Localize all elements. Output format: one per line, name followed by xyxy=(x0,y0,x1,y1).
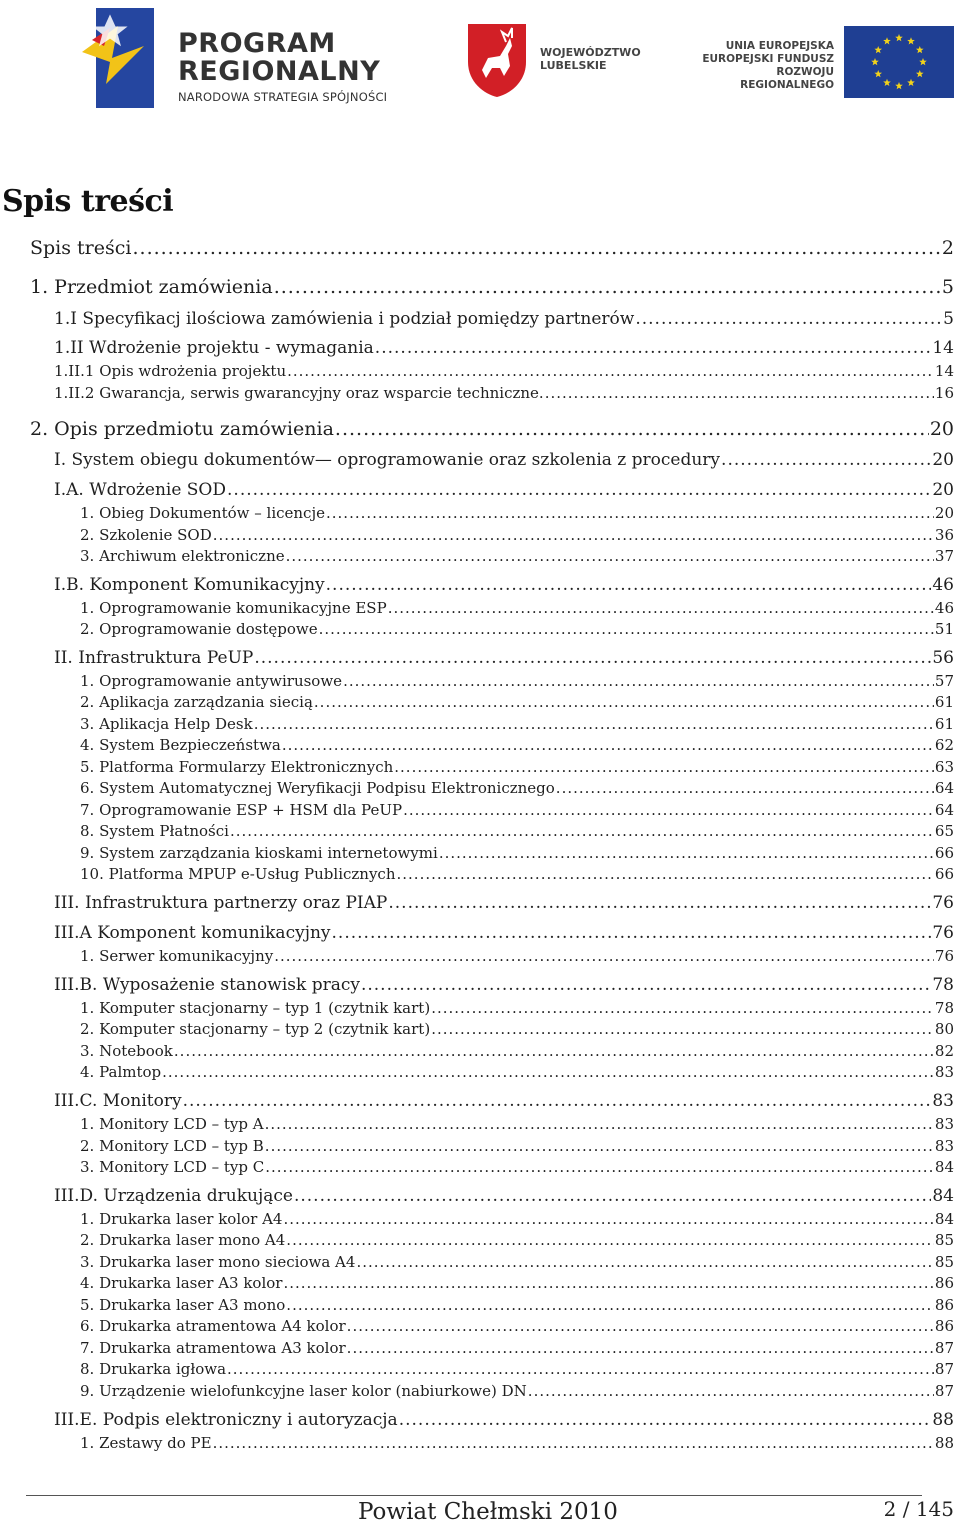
toc-leader xyxy=(132,237,940,259)
eu-text xyxy=(682,40,834,92)
eu-fund-logo xyxy=(682,22,956,100)
toc-entry[interactable] xyxy=(54,975,954,995)
toc-entry[interactable] xyxy=(80,779,954,797)
toc-entry[interactable] xyxy=(54,575,954,595)
toc-leader xyxy=(399,1410,932,1430)
toc-entry[interactable] xyxy=(54,923,954,943)
toc-entry[interactable] xyxy=(54,338,954,358)
toc-entry[interactable] xyxy=(80,715,954,733)
toc-leader xyxy=(528,1382,934,1400)
toc-leader xyxy=(375,338,932,358)
toc-entry[interactable] xyxy=(80,1317,954,1335)
toc-entry-page: 63 xyxy=(934,758,954,776)
toc-entry[interactable] xyxy=(80,526,954,544)
eu-line2: EUROPEJSKI FUNDUSZ xyxy=(702,53,834,65)
toc-entry-page: 87 xyxy=(934,1360,954,1378)
toc-entry-title: 7. Oprogramowanie ESP + HSM dla PeUP xyxy=(80,801,403,819)
toc-entry-title: 7. Drukarka atramentowa A3 kolor xyxy=(80,1339,346,1357)
toc-entry-title: 1. Obieg Dokumentów – licencje xyxy=(80,504,325,522)
toc-leader xyxy=(545,384,934,402)
toc-entry-page: 66 xyxy=(934,865,954,883)
toc-leader xyxy=(319,620,934,638)
toc-entry-page: 84 xyxy=(934,1210,954,1228)
toc-entry-page: 83 xyxy=(934,1115,954,1133)
toc-entry-title: 1. Serwer komunikacyjny xyxy=(80,947,274,965)
toc-entry[interactable] xyxy=(80,999,954,1017)
eu-line1: UNIA EUROPEJSKA xyxy=(725,40,834,52)
toc-entry[interactable] xyxy=(54,450,954,470)
toc-entry-page: 85 xyxy=(934,1253,954,1271)
toc-leader xyxy=(388,893,931,913)
toc-entry-title: 3. Aplikacja Help Desk xyxy=(80,715,253,733)
toc-entry[interactable] xyxy=(80,801,954,819)
toc-entry-page: 46 xyxy=(934,599,954,617)
woj-line2: LUBELSKIE xyxy=(540,59,607,72)
toc-entry[interactable] xyxy=(80,1274,954,1292)
toc-leader xyxy=(213,1434,934,1452)
toc-entry-title: III.E. Podpis elektroniczny i autoryzacja xyxy=(54,1410,398,1430)
toc-entry-title: 2. Komputer stacjonarny – typ 2 (czytnik kart) xyxy=(80,1020,431,1038)
toc-entry[interactable] xyxy=(54,1091,954,1111)
toc-entry-page: 2 xyxy=(941,237,954,259)
toc-entry[interactable] xyxy=(80,1339,954,1357)
toc-entry-page: 20 xyxy=(929,418,954,440)
toc-entry[interactable] xyxy=(80,1042,954,1060)
toc-entry-page: 64 xyxy=(934,779,954,797)
toc-entry-page: 86 xyxy=(934,1317,954,1335)
toc-entry-page: 62 xyxy=(934,736,954,754)
toc-leader xyxy=(343,672,934,690)
toc-entry-page: 66 xyxy=(934,844,954,862)
toc-entry-title: 1.II.1 Opis wdrożenia projektu xyxy=(54,362,287,380)
toc-entry-title: 3. Notebook xyxy=(80,1042,173,1060)
toc-entry[interactable] xyxy=(80,1434,954,1452)
toc-entry-title: 1. Monitory LCD – typ A xyxy=(80,1115,264,1133)
toc-entry-title: III.D. Urządzenia drukujące xyxy=(54,1186,293,1206)
toc-leader xyxy=(287,362,934,380)
toc-entry[interactable] xyxy=(30,276,954,298)
toc-entry[interactable] xyxy=(54,309,954,329)
toc-leader xyxy=(431,999,934,1017)
toc-entry-title: 1. Zestawy do PE xyxy=(80,1434,212,1452)
toc-entry[interactable] xyxy=(80,547,954,565)
toc-entry-title: 1. Oprogramowanie antywirusowe xyxy=(80,672,343,690)
program-line1: PROGRAM xyxy=(178,28,336,59)
toc-entry-title: III. Infrastruktura partnerzy oraz PIAP xyxy=(54,893,388,913)
toc-entry-title: 1.II Wdrożenie projektu - wymagania xyxy=(54,338,374,358)
toc-entry-title: 9. System zarządzania kioskami internetowymi xyxy=(80,844,438,862)
toc-entry-title: 1. Drukarka laser kolor A4 xyxy=(80,1210,283,1228)
toc-leader xyxy=(326,504,934,522)
toc-entry-page: 86 xyxy=(934,1296,954,1314)
program-line2: REGIONALNY xyxy=(178,56,381,87)
toc-entry-title: 2. Szkolenie SOD xyxy=(80,526,212,544)
toc-entry-page: 20 xyxy=(934,504,954,522)
page-title: Spis treści xyxy=(2,184,174,219)
toc-entry-page: 37 xyxy=(934,547,954,565)
toc-entry[interactable] xyxy=(80,822,954,840)
toc-leader xyxy=(326,575,932,595)
toc-entry[interactable] xyxy=(80,1296,954,1314)
toc-entry-page: 20 xyxy=(932,450,954,470)
toc-entry-title: 1. Oprogramowanie komunikacyjne ESP xyxy=(80,599,387,617)
toc-leader xyxy=(286,547,934,565)
toc-entry-title: 4. System Bezpieczeństwa xyxy=(80,736,281,754)
toc-leader xyxy=(265,1158,934,1176)
toc-entry-title: 10. Platforma MPUP e-Usług Publicznych xyxy=(80,865,396,883)
toc-leader xyxy=(183,1091,932,1111)
toc-entry-page: 88 xyxy=(932,1410,954,1430)
toc-entry[interactable] xyxy=(80,1020,954,1038)
toc-entry-title: I.A. Wdrożenie SOD xyxy=(54,480,227,500)
coat-of-arms-icon xyxy=(466,22,528,98)
toc-entry[interactable] xyxy=(80,758,954,776)
toc-entry[interactable] xyxy=(54,480,954,500)
toc-leader xyxy=(294,1186,931,1206)
toc-entry-title: I.B. Komponent Komunikacyjny xyxy=(54,575,325,595)
toc-leader xyxy=(227,1360,934,1378)
toc-entry-page: 82 xyxy=(934,1042,954,1060)
toc-entry-title: Spis treści xyxy=(30,237,132,259)
toc-leader xyxy=(394,758,934,776)
toc-entry-page: 83 xyxy=(934,1063,954,1081)
toc-leader xyxy=(314,693,934,711)
toc-entry[interactable] xyxy=(80,1115,954,1133)
toc-entry[interactable] xyxy=(54,362,954,380)
wojewodztwo-lubelskie-logo xyxy=(466,22,646,102)
toc-entry-page: 14 xyxy=(934,362,954,380)
toc-entry-title: 5. Drukarka laser A3 mono xyxy=(80,1296,286,1314)
toc-entry-title: III.B. Wyposażenie stanowisk pracy xyxy=(54,975,360,995)
toc-entry-title: 1. Przedmiot zamówienia xyxy=(30,276,273,298)
toc-leader xyxy=(274,947,934,965)
toc-entry-page: 84 xyxy=(934,1158,954,1176)
toc-entry-title: 1. Komputer stacjonarny – typ 1 (czytnik kart) xyxy=(80,999,431,1017)
toc-entry-page: 83 xyxy=(932,1091,954,1111)
toc-leader xyxy=(227,480,931,500)
toc-entry-page: 65 xyxy=(934,822,954,840)
toc-entry-title: II. Infrastruktura PeUP xyxy=(54,648,254,668)
toc-leader xyxy=(556,779,934,797)
toc-entry[interactable] xyxy=(80,865,954,883)
toc-leader xyxy=(332,923,932,943)
woj-line1: WOJEWÓDZTWO xyxy=(540,46,641,59)
toc-leader xyxy=(265,1115,934,1133)
toc-entry[interactable] xyxy=(80,736,954,754)
toc-leader xyxy=(265,1137,934,1155)
toc-entry-title: 2. Opis przedmiotu zamówienia xyxy=(30,418,334,440)
toc-entry-title: III.C. Monitory xyxy=(54,1091,182,1111)
toc-entry-title: 2. Drukarka laser mono A4 xyxy=(80,1231,286,1249)
toc-entry-title: 5. Platforma Formularzy Elektronicznych xyxy=(80,758,394,776)
toc-entry-page: 88 xyxy=(934,1434,954,1452)
toc-entry[interactable] xyxy=(80,1210,954,1228)
toc-entry[interactable] xyxy=(80,1360,954,1378)
toc-entry-page: 76 xyxy=(932,923,954,943)
toc-entry-page: 76 xyxy=(934,947,954,965)
wojewodztwo-text xyxy=(540,46,641,72)
toc-entry-title: 2. Aplikacja zarządzania siecią xyxy=(80,693,313,711)
toc-entry[interactable] xyxy=(54,1410,954,1430)
toc-entry-page: 56 xyxy=(932,648,954,668)
toc-entry[interactable] xyxy=(80,599,954,617)
toc-entry-page: 85 xyxy=(934,1231,954,1249)
toc-leader xyxy=(286,1296,934,1314)
toc-entry-page: 84 xyxy=(932,1186,954,1206)
toc-entry-page: 76 xyxy=(932,893,954,913)
toc-entry[interactable] xyxy=(80,1063,954,1081)
toc-entry-title: 1.I Specyfikacj ilościowa zamówienia i podział pomiędzy partnerów xyxy=(54,309,635,329)
toc-entry[interactable] xyxy=(80,620,954,638)
program-regionalny-text xyxy=(178,30,387,104)
toc-entry-page: 5 xyxy=(943,309,954,329)
toc-leader xyxy=(397,865,934,883)
toc-leader xyxy=(403,801,934,819)
toc-entry[interactable] xyxy=(54,384,954,402)
toc-entry[interactable] xyxy=(80,1382,954,1400)
toc-entry-page: 64 xyxy=(934,801,954,819)
toc-entry[interactable] xyxy=(80,947,954,965)
toc-entry[interactable] xyxy=(80,1158,954,1176)
toc-entry[interactable] xyxy=(54,648,954,668)
page-header xyxy=(0,0,960,130)
toc-leader xyxy=(335,418,929,440)
eu-flag-icon xyxy=(844,26,954,98)
eu-line3: ROZWOJU REGIONALNEGO xyxy=(740,66,834,91)
toc-entry-title: I. System obiegu dokumentów— oprogramowanie oraz szkolenia z procedury xyxy=(54,450,721,470)
toc-entry-page: 87 xyxy=(934,1339,954,1357)
toc-leader xyxy=(347,1317,934,1335)
toc-entry[interactable] xyxy=(80,504,954,522)
program-regionalny-emblem xyxy=(82,6,172,116)
toc-entry[interactable] xyxy=(54,1186,954,1206)
toc-leader xyxy=(721,450,931,470)
toc-entry-page: 83 xyxy=(934,1137,954,1155)
toc-entry-page: 80 xyxy=(934,1020,954,1038)
toc-entry-page: 51 xyxy=(934,620,954,638)
toc-entry-title: 8. System Płatności xyxy=(80,822,229,840)
footer-divider xyxy=(26,1495,922,1496)
toc-entry[interactable] xyxy=(80,1231,954,1249)
toc-leader xyxy=(439,844,934,862)
toc-leader xyxy=(286,1231,934,1249)
toc-entry[interactable] xyxy=(80,1253,954,1271)
toc-leader xyxy=(274,276,941,298)
toc-leader xyxy=(361,975,931,995)
toc-leader xyxy=(282,736,934,754)
toc-leader xyxy=(356,1253,933,1271)
toc-entry-page: 61 xyxy=(934,715,954,733)
toc-entry-title: 8. Drukarka igłowa xyxy=(80,1360,227,1378)
page-number: 2 / 145 xyxy=(883,1497,954,1521)
toc-entry[interactable] xyxy=(30,418,954,440)
toc-leader xyxy=(162,1063,934,1081)
toc-entry-title: 3. Drukarka laser mono sieciowa A4 xyxy=(80,1253,356,1271)
toc-entry-title: 4. Palmtop xyxy=(80,1063,162,1081)
toc-leader xyxy=(254,648,931,668)
toc-entry-title: 3. Archiwum elektroniczne xyxy=(80,547,285,565)
toc-entry-title: 4. Drukarka laser A3 kolor xyxy=(80,1274,283,1292)
toc-entry-page: 5 xyxy=(941,276,954,298)
program-line3: NARODOWA STRATEGIA SPÓJNOŚCI xyxy=(178,90,388,104)
toc-entry[interactable] xyxy=(80,1137,954,1155)
toc-entry[interactable] xyxy=(80,693,954,711)
footer-title: Powiat Chełmski 2010 xyxy=(358,1499,618,1525)
toc-entry[interactable] xyxy=(80,672,954,690)
toc-entry-page: 86 xyxy=(934,1274,954,1292)
toc-leader xyxy=(388,599,934,617)
toc-entry-title: III.A Komponent komunikacyjny xyxy=(54,923,331,943)
toc-entry-page: 36 xyxy=(934,526,954,544)
toc-entry-title: 6. System Automatycznej Weryfikacji Podpisu Elektronicznego xyxy=(80,779,555,797)
toc-entry-title: 2. Oprogramowanie dostępowe xyxy=(80,620,318,638)
toc-entry-page: 20 xyxy=(932,480,954,500)
toc-entry-page: 78 xyxy=(932,975,954,995)
toc-entry-title: 6. Drukarka atramentowa A4 kolor xyxy=(80,1317,346,1335)
toc-entry-page: 57 xyxy=(934,672,954,690)
toc-leader xyxy=(254,715,934,733)
toc-entry-title: 2. Monitory LCD – typ B xyxy=(80,1137,264,1155)
toc-leader xyxy=(283,1274,933,1292)
toc-leader xyxy=(283,1210,933,1228)
toc-entry-title: 3. Monitory LCD – typ C xyxy=(80,1158,265,1176)
toc-leader xyxy=(230,822,934,840)
toc-entry[interactable] xyxy=(54,893,954,913)
program-regionalny-logo xyxy=(82,6,422,118)
toc-leader xyxy=(213,526,934,544)
toc-leader xyxy=(174,1042,934,1060)
toc-entry-title: 1.II.2 Gwarancja, serwis gwarancyjny oraz wsparcie techniczne. xyxy=(54,384,544,402)
toc-leader xyxy=(635,309,942,329)
toc-entry-page: 16 xyxy=(934,384,954,402)
toc-leader xyxy=(347,1339,934,1357)
toc-entry-page: 46 xyxy=(932,575,954,595)
toc-entry-page: 61 xyxy=(934,693,954,711)
toc-entry-title: 9. Urządzenie wielofunkcyjne laser kolor (nabiurkowe) DN xyxy=(80,1382,527,1400)
toc-leader xyxy=(431,1020,934,1038)
toc-entry[interactable] xyxy=(80,844,954,862)
toc-entry-page: 87 xyxy=(934,1382,954,1400)
toc-entry-page: 14 xyxy=(932,338,954,358)
toc-entry-page: 78 xyxy=(934,999,954,1017)
toc-entry[interactable] xyxy=(30,237,954,259)
